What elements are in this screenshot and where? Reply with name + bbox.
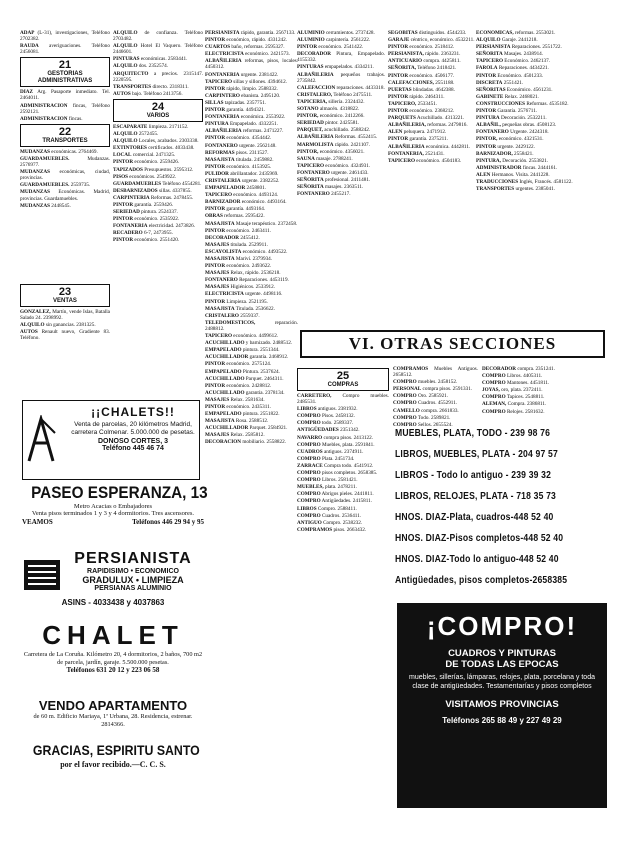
classified-entry: COMPRO Plata. 2451734.	[297, 455, 355, 462]
column-4	[297, 30, 385, 330]
column-4-compras	[297, 366, 389, 818]
classified-entry: COMPRO pisos completos. 2658385.	[297, 470, 378, 477]
entries-col6	[476, 30, 604, 192]
classified-entry: PINTOR económico. 2559426.	[113, 159, 180, 166]
classified-entry: ALQUILO sin ganancias. 2381325.	[20, 322, 96, 329]
classified-entry: ALQUILO Hotel El Vaquero. Teléfono 2446601.	[113, 43, 203, 56]
classified-entry: PINTURA Decoración. 2532211.	[476, 115, 547, 122]
compro-sub2: DE TODAS LAS EPOCAS	[445, 659, 559, 670]
classified-entry: PINTOR, económico. 4321531.	[476, 136, 544, 143]
classified-entry: ELECTRICISTA económico. 2421573.	[205, 51, 290, 58]
slogan-6: HNOS. DIAZ-Todo lo antiguo-448 52 40	[395, 554, 559, 565]
chalets-title: ¡¡CHALETS!!	[91, 405, 175, 419]
paseo-sub: Metro Acacias o Embajadores	[73, 503, 153, 510]
classified-entry: EMPAPELADOR 2458801.	[205, 185, 266, 192]
column-5-compras	[393, 366, 478, 426]
classified-entry: PINTURAS empapelados. 4334211.	[297, 64, 374, 71]
entries-col3	[205, 30, 298, 446]
classified-entry: SERIEDAD pintor. 2425581.	[297, 120, 360, 127]
section-25-header: 25 COMPRAS	[297, 368, 389, 391]
column-1-ventas	[20, 282, 110, 382]
column-1-top	[20, 30, 110, 280]
classified-entry: COMPRO Todo. 2589821.	[393, 414, 451, 421]
paseo-ad	[22, 483, 208, 541]
classified-entry: EMPAPELADO Pintura. 2537624.	[205, 368, 280, 375]
classified-entry: FAROLA Reparaciones. 4434221.	[476, 65, 549, 72]
persianista-l3: PERSIANAS ALUMINIO	[94, 585, 172, 592]
entries-d	[20, 309, 110, 341]
classified-entry: FONTANERO urgente. 2562148.	[205, 142, 277, 149]
classified-entry: GUARDAMUEBLES. Mudanzas. 2576977.	[20, 155, 110, 169]
classified-entry: MASAJISTA Rosa. 2588512.	[205, 418, 269, 425]
classified-entry: MARMOLISTA rápido. 2421107.	[297, 141, 370, 148]
classified-entry: PINTOR Garantía. 2576711.	[476, 108, 538, 115]
classified-entry: DESBARNIZADOS sillas. 4337855.	[113, 187, 192, 194]
classified-entry: CRISTALERO 2559337.	[205, 312, 260, 319]
classified-entry: MASAJISTA titulada. 2459882.	[205, 156, 274, 163]
classified-entry: PINTOR económico. 2463411.	[205, 227, 272, 234]
classified-entry: ADMINISTRACION fincas, Teléfono 2592121.	[20, 102, 110, 115]
classified-entry: PINTOR económico. 2551420.	[113, 237, 180, 244]
classified-entry: SEÑORITA profesional. 2411481.	[297, 176, 371, 183]
chalet-ad	[22, 620, 204, 688]
classified-entry: MASAJES Relax. 2585812.	[205, 432, 265, 439]
classified-entry: PINTOR económico, rápido. 4331242.	[205, 37, 288, 44]
compro-visit: VISITAMOS PROVINCIAS	[445, 699, 559, 710]
classified-entry: RECADERO 6-7, 2473955.	[113, 230, 173, 237]
classified-entry: ACUCHILLADOR garantía. 2468912.	[205, 354, 289, 361]
classified-entry: PINTOR urgente. 2429122.	[476, 143, 535, 150]
entries-col2	[113, 30, 203, 97]
entries-col2b	[113, 124, 203, 244]
classified-entry: ANTIGÜEDADES 2351342.	[297, 427, 360, 434]
classified-entry: COMPRO Relojes. 2581632.	[482, 408, 545, 415]
classified-entry: ADMINISTRACION fincas.	[20, 115, 83, 122]
classified-entry: MASAJISTA Titulada. 2536622.	[205, 305, 275, 312]
classified-entry: PINTOR Limpieza. 2521195.	[205, 298, 268, 305]
chalets-phone: Teléfono 445 46 74	[102, 445, 164, 452]
classified-entry: GABINETE Relax. 2468021.	[476, 93, 539, 100]
classified-entry: SOTANO almacén. 4318822.	[297, 106, 360, 113]
column-6	[476, 30, 604, 330]
classified-entry: TAPICERO económico. 4499612.	[205, 333, 279, 340]
chalets-ad	[22, 400, 200, 480]
classified-entry: FONTANERO Urgente. 2424318.	[476, 129, 549, 136]
classified-entry: GONZALEZ, Martín, vende Islas, Batalla Salado 24. 2398992.	[20, 309, 110, 322]
classified-entry: EMPAPELADO pintura. 2551822.	[205, 411, 280, 418]
classified-entry: SEÑORITA Masajes. 2438914.	[476, 51, 544, 58]
classified-entry: ALEN peluquera. 2471912.	[388, 129, 447, 136]
compro-text: muebles, sillerías, lámparas, relojes, plata, porcelana y toda clase de antigüedades. Testamentarías y pisos completos	[409, 674, 595, 690]
classified-entry: TAPICERO sillas y sillones. 4394612.	[205, 78, 288, 85]
classified-entry: COMPRO Sellos. 2655524.	[393, 421, 453, 426]
classified-entry: MUDANZAS económicas, ciudad, provincias.	[20, 169, 110, 182]
classified-entry: PINTOR económico. 2541422.	[297, 44, 364, 51]
classified-entry: PINTOR garantía. 4493164.	[205, 206, 266, 213]
classified-entry: ALQUILO Garaje. 2441218.	[476, 37, 538, 44]
classified-entry: ALBAÑILERIA Reformas. 4552415.	[297, 134, 378, 141]
classified-entry: ECONOMICAS, reformas. 2553021.	[476, 30, 556, 36]
entries-col4b	[297, 393, 389, 533]
paseo-text: Venta pisos terminados 1 y 3 y 4 dormitorios. Tres ascensores.	[31, 510, 195, 517]
classified-entry: MASAJES Relax, rápido. 2536218.	[205, 270, 281, 277]
classified-entry: PINTOR económico. 2535922.	[113, 216, 180, 223]
classified-entry: COMPRO todo. 2589337.	[297, 420, 354, 427]
classified-entry: ANTICUARIO compra. 4425811.	[388, 58, 461, 65]
classified-entry: ALBAÑILERIA, reformas. 2479816.	[388, 122, 468, 129]
classified-entry: PINTOR económico. 2368212.	[388, 108, 455, 115]
classified-entry: COMPRO Mantones. 4451811.	[482, 380, 550, 387]
classified-entry: PINTOR, económico. 2412266.	[297, 113, 365, 120]
classified-entry: COMPRO muebles. 2458152.	[393, 379, 458, 386]
classified-entry: MASAJES Higiénicos. 2533912.	[205, 284, 276, 291]
classified-entry: MASAJISTA Mariví. 2379934.	[205, 256, 273, 262]
classified-entry: TAPICERO económico. 4324931.	[297, 162, 371, 169]
classified-entry: PINTURAS económicas. 2583441.	[113, 56, 188, 63]
classified-entry: MUEBLES, plata. 2478211.	[297, 484, 357, 491]
classified-entry: DISCRETA 2551421.	[476, 79, 524, 86]
classified-entry: PULIDOR abrillantador. 2435969.	[205, 170, 279, 177]
classified-entry: TRADUCCIONES Inglés, Francés. 4581122.	[476, 178, 573, 185]
classified-entry: ALQUILO de confianza. Teléfono 2703482.	[113, 30, 203, 43]
chalet-text: Carretera de La Coruña. Kilómetro 20, 4 dormitorios, 2 baños, 700 m2 de parcela, jardín, garaje. 5.500.000 pesetas.	[23, 651, 203, 666]
chalet-phone: Teléfonos 631 20 12 y 223 06 58	[66, 666, 160, 674]
otras-secciones-banner	[300, 330, 605, 358]
entries-col6b	[482, 366, 605, 415]
compro-title: ¡COMPRO!	[426, 611, 578, 641]
classified-entry: COMPRO Antigüedades. 2415811.	[297, 498, 373, 505]
classified-entry: PINTOR económico. 4354442.	[205, 135, 272, 142]
chalet-title: CHALET	[42, 620, 184, 650]
classified-entry: PINTOR económico. 2518412.	[388, 44, 455, 51]
classified-entry: NAVARRO compra pisos. 2413122.	[297, 434, 374, 441]
persianista-ad	[22, 550, 204, 608]
gracias-sub: por el favor recibido.—C. C. S.	[60, 760, 166, 769]
classified-entry: ALBAÑILERIA reformas, pisos, locales. 4450312.	[205, 58, 298, 71]
paseo-title: PASEO ESPERANZA, 13	[31, 483, 208, 502]
compro-sub1: CUADROS Y PINTURAS	[448, 648, 556, 659]
paseo-left: VEAMOS	[22, 518, 53, 526]
classified-entry: TRANSPORTES directo. 2318311.	[113, 83, 189, 90]
classified-entry: SEÑORITA, Teléfono 2418421.	[388, 65, 457, 72]
classified-entry: CUADROS antiguos. 2374911.	[297, 448, 364, 455]
classified-entry: PERSIANISTA, rápido. 2363231.	[388, 51, 461, 58]
entries-c	[20, 149, 110, 209]
classified-entry: LOCAL comercial. 2471325.	[113, 152, 176, 159]
section-24-header: 24 VARIOS	[113, 99, 203, 122]
classified-entry: ALBAÑILERIA pequeños trabajos. 2735842.	[297, 71, 385, 84]
persianista-phone: ASINS - 4033438 y 4037863	[61, 598, 165, 607]
classified-entry: DIAZ Arg. Pasaporte inmediato. Tel. 2464011.	[20, 89, 110, 102]
classified-entry: ALUMINIO carpintería. 2561222.	[297, 37, 371, 44]
classified-entry: TELEDOMESTICOS, reparación. 2488812.	[205, 319, 298, 332]
classified-entry: ZARRACE Compra todo. 4541912.	[297, 462, 374, 469]
classified-entry: SEÑORITAS Económico. 4561231.	[476, 86, 553, 93]
column-6-compras	[482, 366, 605, 426]
entries-col4	[297, 30, 385, 197]
classified-entry: SEÑORITA masajes. 2363511.	[297, 184, 364, 191]
classified-entry: MUDANZAS económicas. 2764469.	[20, 148, 98, 155]
slogan-4: HNOS. DIAZ-Plata, cuadros-448 52 40	[395, 512, 554, 523]
classified-entry: PINTOR rápido, limpio. 2588332.	[205, 85, 278, 92]
classified-entry: COMPRO Tapices. 2548811.	[482, 394, 545, 401]
classified-entry: SEGOBITAS distinguidos. 4544233.	[388, 30, 467, 36]
column-3	[205, 30, 298, 820]
classified-entry: DECORADOR compra. 2351241.	[482, 366, 555, 372]
slogan-5: HNOS. DIAZ-Pisos completos-448 52 40	[395, 533, 564, 544]
classified-entry: FONTANERIA económica. 2553922.	[205, 114, 286, 121]
classified-entry: GUARDAMUEBLES. 2559735.	[20, 182, 91, 189]
classified-entry: ESCAPARATE limpieza. 2171152.	[113, 123, 189, 130]
classified-entry: CUARTOS baño, reformas. 2595327.	[205, 44, 285, 51]
classified-entry: CALEFACCIONES, 2551188.	[388, 79, 455, 86]
classified-entry: FONTANERO 2455217.	[297, 191, 351, 198]
classified-entry: LIBROS Compro. 2588411.	[297, 505, 357, 512]
classified-entry: MASAJES titulada. 2529911.	[205, 241, 268, 248]
classified-entry: PISOS económicos. 2549922.	[113, 173, 177, 180]
classified-entry: FONTANERIA urgente. 2381422.	[205, 71, 279, 78]
classified-entry: PINTOR garantía. 2559426.	[113, 201, 174, 208]
classified-entry: AUTOS bajo. Teléfono 2413756.	[113, 90, 183, 97]
classified-entry: ANTIGUO Compro. 2538232.	[297, 519, 363, 526]
compro-ad	[397, 603, 607, 808]
classified-entry: PINTOR garantía. 4494321.	[205, 107, 266, 114]
classified-entry: JOYAS, oro, plata. 2372411.	[482, 387, 543, 394]
classified-entry: MUDANZAS Económicas. Madrid, provincias. Guardamuebles.	[20, 189, 110, 202]
classified-entry: PERSONAL compra pisos. 2591331.	[393, 386, 473, 393]
classified-entry: ALEN Hermanos. Visita. 2441228.	[476, 171, 550, 178]
classified-entry: ACUCHILLADOR Parquet. 2584921.	[205, 425, 288, 432]
classified-entry: PINTOR económico. 2435311.	[205, 403, 272, 410]
classified-entry: PINTOR económico. 2493622.	[205, 263, 272, 270]
classified-entry: PINTOR rápido. 2464311.	[388, 93, 445, 100]
classified-entry: TAPICERO económico. 4504183.	[388, 157, 462, 164]
persianista-title: PERSIANISTA	[74, 550, 192, 567]
classified-entry: ALUMINIO cerramientos. 2737428.	[297, 30, 375, 36]
classified-entry: FONTANERO urgente. 2461433.	[297, 169, 369, 176]
column-2	[113, 30, 203, 415]
slogan-2: LIBROS - Todo lo antiguo - 239 39 32	[395, 470, 552, 481]
section-22-header: 22 TRANSPORTES	[20, 124, 110, 147]
classified-entry: PINTOR Económico. 4501233.	[476, 72, 544, 79]
classified-entry: GUARDAMUEBLES Teléfono 4554281.	[113, 180, 202, 187]
vendo-text: de 60 m. Edificio Mariaya, 1ª Urbana, 28. Residencia, estrenar. 2814366.	[33, 713, 193, 728]
classified-entry: COMPRO Libros. 2581421.	[297, 477, 358, 484]
classified-entry: TAPICERO, 2533451.	[388, 100, 438, 107]
classified-entry: PINTOR económico. 2428812.	[205, 382, 272, 389]
classified-entry: TAPICERO Económico. 2462137.	[476, 58, 550, 65]
classified-entry: SERIEDAD pintura. 2524337.	[113, 209, 178, 216]
classified-entry: FONTANERIA electricidad. 2473826.	[113, 223, 196, 230]
vendo-title: VENDO APARTAMENTO	[38, 698, 188, 713]
chalets-owner: DONOSO CORTES, 3	[97, 438, 168, 445]
compro-phone: Teléfonos 265 88 49 y 227 49 29	[442, 716, 562, 725]
slogan-1: LIBROS, MUEBLES, PLATA - 204 97 57	[395, 449, 558, 460]
slogan-3: LIBROS, RELOJES, PLATA - 718 35 73	[395, 491, 557, 502]
classified-entry: ACUCHILLADO Parquet. 2464311.	[205, 375, 284, 382]
classified-entry: TAPICERO económico. 4493124.	[205, 192, 279, 199]
classified-entry: LIBROS antiguos. 2381932.	[297, 406, 358, 413]
classified-entry: ELECTRICISTA urgente. 4498116.	[205, 291, 283, 298]
classified-entry: ACUCHILLADO garantía. 2378134.	[205, 389, 285, 396]
classified-entry: COMPRAMOS pisos. 2663432.	[297, 526, 367, 533]
classified-entry: PINTOR garantía. 2375211.	[388, 136, 448, 143]
classified-entry: OBRAS reformas. 2595422.	[205, 213, 265, 220]
entries-col5	[388, 30, 476, 164]
classified-entry: ALBAÑIL, pequeñas obras. 4508123.	[476, 122, 557, 129]
classified-entry: PARQUET, acuchillado. 2588242.	[297, 127, 371, 134]
classified-entry: COMPRAMOS Muebles Antiguos. 2658512.	[393, 366, 478, 379]
classified-entry: DECORADOR 2455412.	[205, 234, 260, 241]
gracias-ad	[22, 742, 204, 778]
classified-entry: FONTANERIA, 2521431.	[388, 150, 445, 157]
classified-entry: CONSTRUCCIONES Reformas. 4535182.	[476, 100, 569, 107]
classified-entry: ALEMAN, Compra. 2386811.	[482, 401, 547, 408]
classified-entry: COMPRO Oro. 2585921.	[393, 393, 449, 400]
chalet-logo-icon	[27, 415, 57, 463]
classified-entry: PINTURA Empapelado. 4332251.	[205, 121, 278, 128]
classified-entry: MUDANZAS 2448545.	[20, 202, 71, 209]
classified-entry: ALQUILO dos. 2352574.	[113, 63, 169, 70]
classified-entry: PARQUETS Acuchillado. 4313221.	[388, 115, 465, 122]
classified-entry: PINTURA, Decoración. 2553821.	[476, 157, 549, 164]
classified-entry: EXTINTORES certificados. 4033438.	[113, 145, 195, 152]
entries-a	[20, 30, 110, 55]
slogan-7: Antigüedades, pisos completos-2658385	[395, 575, 568, 586]
classified-entry: CAMELLO compra. 2661833.	[393, 407, 459, 414]
classified-entry: PERSIANISTA rápido, garantía. 2567133.	[205, 30, 296, 36]
gracias-title: GRACIAS, ESPIRITU SANTO	[32, 742, 200, 758]
classified-entry: ARQUITECTO a precios. 2315147. 2220595.	[113, 70, 203, 83]
classified-entry: COMPRO Cuadros. 2536411.	[297, 512, 362, 519]
classified-entry: GARAJE céntrico, económico. 4532211.	[388, 37, 475, 44]
classified-entry: RAUDA averiguaciones. Teléfono 2456081.	[20, 43, 110, 56]
classified-entry: COMPRO Pisos. 2458132.	[297, 413, 355, 420]
classified-entry: ALBAÑILERIA económica. 4442811.	[388, 143, 471, 150]
classified-entry: ADAP (L-31), investigaciones, Teléfono 2702382.	[20, 30, 110, 43]
classified-entry: CRISTALERIA urgente. 2382252.	[205, 177, 280, 184]
classified-entry: SAUNA masaje. 2788241.	[297, 155, 353, 162]
classified-entry: ALBAÑILERIA reformas. 2471227.	[205, 128, 284, 135]
chalets-text: Venta de parcelas, 20 kilómetros Madrid, carretera Colmenar. 5.000.000 de pesetas.	[71, 421, 195, 436]
classified-entry: ALQUILO Locales, acabados. 2303338.	[113, 138, 199, 145]
classified-entry: PINTOR, económico. 4356021.	[297, 148, 365, 155]
classified-entry: COMPRO Muebles, plata. 2591841.	[297, 441, 375, 448]
classified-entry: PUERTAS blindadas. 4642388.	[388, 86, 455, 93]
classified-entry: BARNIZADOR, 2558421.	[476, 150, 534, 157]
classified-entry: ADMINISTRADOR fincas. 2444161.	[476, 164, 558, 171]
classified-entry: TAPICERIA, sillería. 2324432.	[297, 98, 365, 105]
classified-entry: PINTOR económico. 4506177.	[388, 72, 455, 79]
classified-entry: BARNIZADOR económico. 4493164.	[205, 199, 287, 206]
vendo-ad	[22, 698, 204, 734]
classified-entry: EMPAPELADO pintura. 2551344.	[205, 347, 280, 354]
classified-entry: ACUCHILLADO y barnizado. 2488512.	[205, 340, 293, 347]
entries-b	[20, 89, 110, 121]
classified-entry: SILLAS tapizadas. 2357751.	[205, 99, 267, 106]
section-21-header: 21 GESTORIAS ADMINISTRATIVAS	[20, 57, 110, 87]
section-23-header: 23 VENTAS	[20, 284, 110, 307]
persianista-l2: GRADULUX • LIMPIEZA	[82, 575, 184, 585]
classified-entry: COMPRO Abrigos pieles. 2441811.	[297, 491, 374, 498]
classified-entry: COMPRO Libros. 4405311.	[482, 373, 543, 380]
classified-entry: ESCAYOLISTA económico. 4493522.	[205, 248, 288, 255]
entries-col5b	[393, 366, 478, 426]
classified-entry: MASAJISTA Masaje terapéutico. 2372458.	[205, 220, 298, 227]
classified-entry: ALQUILO 2572455.	[113, 131, 159, 138]
otras-title: VI. OTRAS SECCIONES	[348, 334, 557, 353]
classified-entry: DECORACION mobiliario. 2558822.	[205, 439, 286, 446]
classified-entry: PINTOR económico. 4153925.	[205, 163, 272, 170]
classified-entry: TRANSPORTES urgentes. 2385041.	[476, 186, 555, 193]
slogan-0: MUEBLES, PLATA, TODO - 239 98 76	[395, 428, 551, 439]
classified-entry: DECORADOR Pintura, Empapelado. 4155332.	[297, 51, 385, 64]
classified-entry: PINTOR económico. 2575124.	[205, 361, 272, 368]
classified-entry: CARRETERO, Compro muebles. 2485531.	[297, 393, 389, 406]
classified-entry: FONTANERO Reparaciones. 4453119.	[205, 277, 289, 284]
classified-entry: REFORMAS pisos. 2311527.	[205, 149, 269, 156]
paseo-phone: Teléfonos 446 29 94 y 95	[132, 518, 204, 526]
classified-entry: MASAJES Relax. 2581634.	[205, 396, 265, 403]
classified-entry: AUTOS Renault nuevo, Gradiente 83. Teléfono.	[20, 329, 110, 342]
blinds-icon	[24, 560, 60, 590]
classified-entry: TAPIZADOS Presupuestos. 2595312.	[113, 166, 194, 173]
classified-entry: COMPRO Cuadros. 4552911.	[393, 400, 458, 407]
classified-entry: PERSIANISTA Reparaciones. 2551722.	[476, 44, 562, 51]
classified-entry: CARPINTERIA Reformas. 2478455.	[113, 194, 194, 201]
classified-entry: CARPINTERO ebanista. 2495120.	[205, 92, 281, 99]
persianista-l1: RAPIDISIMO • ECONOMICO	[87, 568, 179, 575]
classified-entry: CRISTALERO, Teléfono 2475511.	[297, 91, 373, 98]
classified-entry: CALEFACCION reparaciones. 4433318.	[297, 84, 385, 91]
column-5	[388, 30, 476, 330]
